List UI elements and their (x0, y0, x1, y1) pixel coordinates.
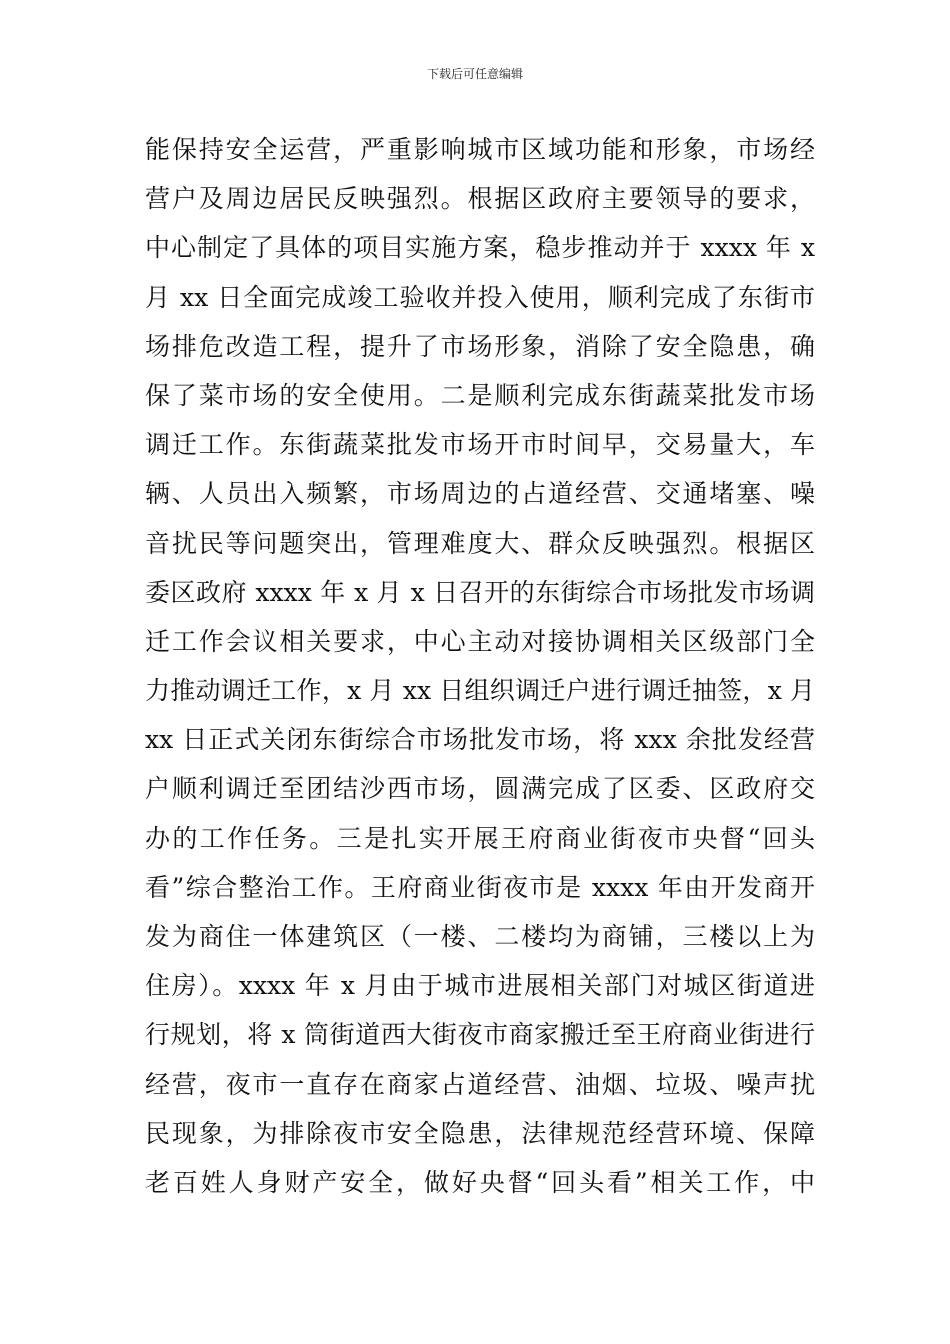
text-line: 行规划，将 x 筒街道西大街夜市商家搬迁至王府商业街进行 (145, 1020, 815, 1050)
text-line: 营户及周边居民反映强烈。根据区政府主要领导的要求， (145, 184, 815, 214)
page-header: 下载后可任意编辑 (426, 67, 523, 81)
text-line: 民现象，为排除夜市安全隐患，法律规范经营环境、保障 (145, 1118, 815, 1148)
text-line: 场排危改造工程，提升了市场形象，消除了安全隐患，确 (145, 331, 815, 361)
text-line: 看”综合整治工作。王府商业街夜市是 xxxx 年由开发商开 (145, 872, 815, 902)
text-line: 月 xx 日全面完成竣工验收并投入使用，顺利完成了东街市 (145, 282, 815, 312)
document-body (145, 125, 815, 1207)
text-line: 办的工作任务。三是扎实开展王府商业街夜市央督“回头 (145, 823, 815, 853)
text-line: 中心制定了具体的项目实施方案，稳步推动并于 xxxx 年 x (145, 233, 815, 263)
text-line: 经营，夜市一直存在商家占道经营、油烟、垃圾、噪声扰 (145, 1069, 815, 1099)
text-line: 能保持安全运营，严重影响城市区域功能和形象，市场经 (145, 135, 815, 164)
text-line: 音扰民等问题突出，管理难度大、群众反映强烈。根据区 (145, 528, 815, 558)
text-line: 力推动调迁工作，x 月 xx 日组织调迁户进行调迁抽签，x 月 (145, 676, 815, 706)
text-line: 户顺利调迁至团结沙西市场，圆满完成了区委、区政府交 (145, 774, 815, 804)
text-line: 迁工作会议相关要求，中心主动对接协调相关区级部门全 (145, 626, 815, 656)
text-line: 调迁工作。东街蔬菜批发市场开市时间早，交易量大，车 (145, 430, 815, 460)
text-line: 住房）。xxxx 年 x 月由于城市进展相关部门对城区街道进 (145, 971, 815, 1001)
text-line: xx 日正式关闭东街综合市场批发市场，将 xxx 余批发经营 (145, 725, 815, 755)
text-line: 老百姓人身财产安全，做好央督“回头看”相关工作，中 (145, 1167, 815, 1197)
text-line: 委区政府 xxxx 年 x 月 x 日召开的东街综合市场批发市场调 (145, 577, 815, 607)
text-line: 保了菜市场的安全使用。二是顺利完成东街蔬菜批发市场 (145, 380, 815, 410)
text-line: 发为商住一体建筑区（一楼、二楼均为商铺，三楼以上为 (145, 922, 815, 951)
text-line: 辆、人员出入频繁，市场周边的占道经营、交通堵塞、噪 (145, 479, 815, 509)
